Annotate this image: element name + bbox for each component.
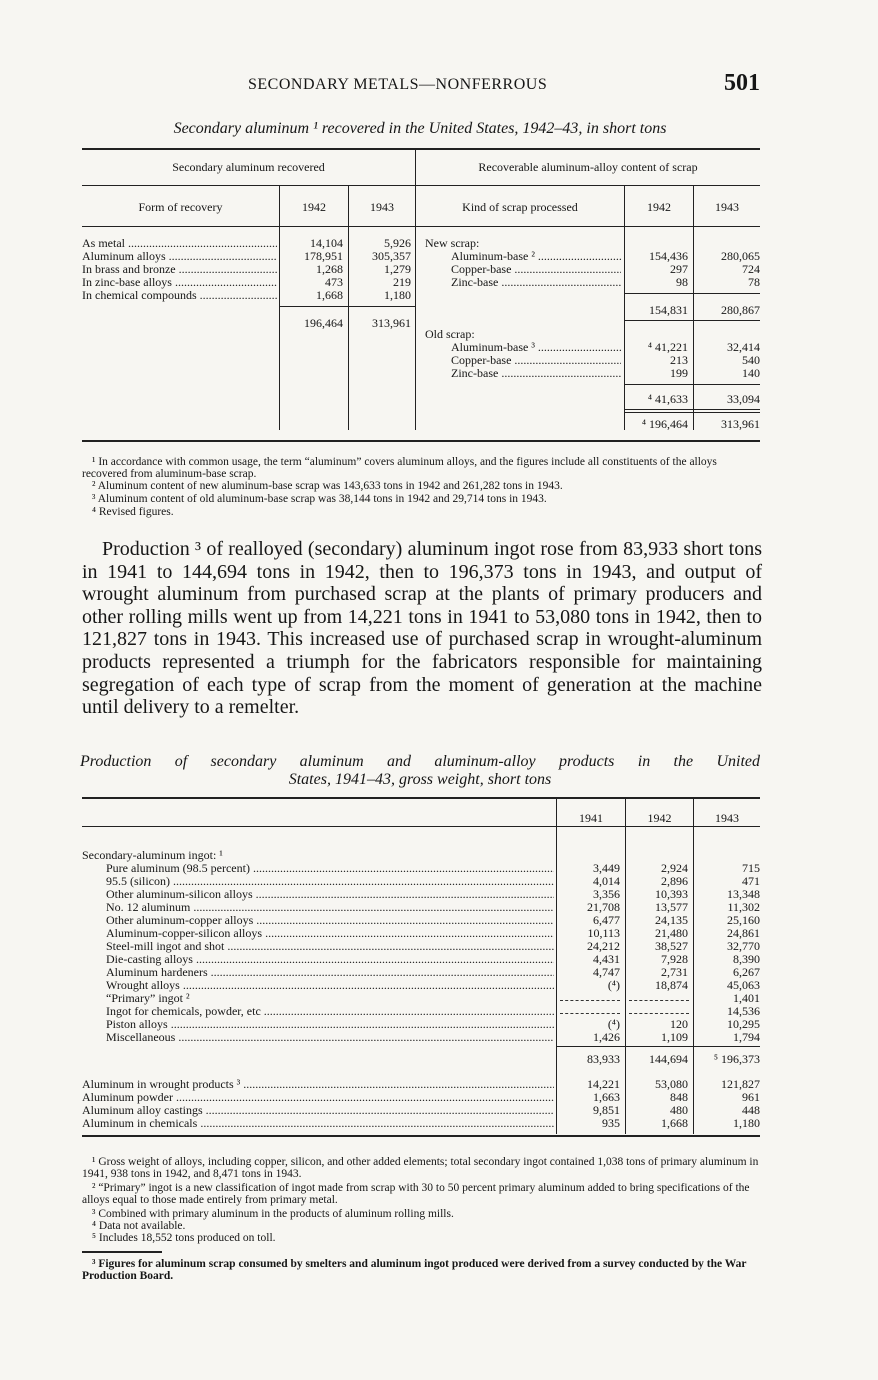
- table-row-label: Steel-mill ingot and shot .....: [106, 940, 554, 953]
- table-row-label: Aluminum powder .....: [82, 1091, 554, 1104]
- table-row-label: Other aluminum-silicon alloys .....: [106, 888, 554, 901]
- table-cell: 1,794: [733, 1030, 760, 1044]
- table-total-cell: 144,694: [649, 1052, 688, 1066]
- table-row-label: Aluminum alloy castings .....: [82, 1104, 554, 1117]
- table2-footnote: ¹ Gross weight of alloys, including copper, silicon, and other added elements; total secondary ingot contained 1,038 tons of primary aluminum in 1941, 938 tons in 1942, and 8,471 tons in 1943.: [82, 1156, 759, 1180]
- table-cell: 219: [393, 275, 411, 289]
- empty-cell-dash: [560, 1000, 620, 1002]
- table-cell: 178,951: [304, 249, 343, 263]
- table-row-label: Aluminum alloys .....: [82, 250, 277, 263]
- table-cell: 848: [670, 1090, 688, 1104]
- table-cell: 11,302: [727, 900, 760, 914]
- table-cell: 7,928: [661, 952, 688, 966]
- table-cell: 8,390: [733, 952, 760, 966]
- table-cell: 480: [670, 1103, 688, 1117]
- table1-footnote: ² Aluminum content of new aluminum-base scrap was 143,633 tons in 1942 and 261,282 tons in 1943.: [92, 480, 563, 492]
- table-row-label: Miscellaneous .....: [106, 1031, 554, 1044]
- table-subtotal-cell: ⁴ 41,633: [647, 392, 688, 406]
- table1-col-divider: [348, 185, 349, 430]
- table-cell: 213: [670, 353, 688, 367]
- table1-footnote: ⁴ Revised figures.: [92, 506, 174, 518]
- subtotal-rule: [624, 320, 760, 321]
- col-1941: 1941: [579, 811, 603, 825]
- table-cell: 4,431: [593, 952, 620, 966]
- table-row-label: 95.5 (silicon) .....: [106, 875, 554, 888]
- table-cell: 2,731: [661, 965, 688, 979]
- table1-right-group-header: Recoverable aluminum-alloy content of scrap: [478, 160, 698, 174]
- ingot-group-label: Secondary-aluminum ingot: ¹: [82, 848, 223, 862]
- table-cell: 199: [670, 366, 688, 380]
- table-cell: 1,668: [316, 288, 343, 302]
- subtotal-rule: [624, 384, 760, 385]
- table-cell: 25,160: [727, 913, 760, 927]
- table-row-label: Copper-base .....: [451, 263, 621, 276]
- table-cell: (⁴): [607, 1017, 620, 1031]
- table-grand-total-cell: 313,961: [721, 417, 760, 431]
- footnote-rule: [82, 1251, 162, 1253]
- table-total-cell: 83,933: [587, 1052, 620, 1066]
- body-paragraph: Production ³ of realloyed (secondary) aluminum ingot rose from 83,933 short tons in 1941 to 144,694 tons in 1942, then to 196,373 tons in 1943, and output of wrought aluminum from purchased scrap at the plants of primary producers and other rolling mills went up from 14,221 tons in 1941 to 53,080 tons in 1942, then to 121,827 tons in 1943. This increased use of purchased scrap in wrought-aluminum products represented a triumph for the fabricators responsible for maintaining segregation of each type of scrap from the moment of generation at the machine until delivery to a remelter.: [82, 538, 762, 719]
- table-cell: 1,279: [384, 262, 411, 276]
- table2-footnote: ² “Primary” ingot is a new classification of ingot made from scrap with 30 to 50 percent primary aluminum added to bring specifications of the alloys equal to those made entirely from primary metal.: [82, 1182, 750, 1206]
- table-cell: 78: [748, 275, 760, 289]
- table-row-label: Die-casting alloys .....: [106, 953, 554, 966]
- running-header: [80, 70, 760, 98]
- table1-center-divider: [415, 148, 416, 430]
- table-row-label: In zinc-base alloys .....: [82, 276, 277, 289]
- table-cell: 6,477: [593, 913, 620, 927]
- table-cell: 21,480: [655, 926, 688, 940]
- table-row-label: Aluminum hardeners .....: [106, 966, 554, 979]
- col-1943: 1943: [715, 200, 739, 214]
- table-cell: 32,770: [727, 939, 760, 953]
- table-row-label: Copper-base .....: [451, 354, 621, 367]
- table-cell: 53,080: [655, 1077, 688, 1091]
- table-cell: 471: [742, 874, 760, 888]
- table-cell: 961: [742, 1090, 760, 1104]
- table-cell: 2,896: [661, 874, 688, 888]
- table-cell: (⁴): [607, 978, 620, 992]
- table-row-label: Pure aluminum (98.5 percent) .....: [106, 862, 554, 875]
- table-total-cell: 313,961: [372, 316, 411, 330]
- total-rule: [556, 1046, 760, 1047]
- table-cell: 5,926: [384, 236, 411, 250]
- table2-top-rule: [82, 797, 760, 799]
- table-cell: 935: [602, 1116, 620, 1130]
- table1-header-rule: [82, 185, 760, 186]
- table-cell: 448: [742, 1103, 760, 1117]
- table1-footnote: ³ Aluminum content of old aluminum-base scrap was 38,144 tons in 1942 and 29,714 tons in 1943.: [92, 493, 547, 505]
- table-cell: 724: [742, 262, 760, 276]
- table1-left-group-header: Secondary aluminum recovered: [172, 160, 325, 174]
- table-cell: 154,436: [649, 249, 688, 263]
- table-cell: 1,663: [593, 1090, 620, 1104]
- col-1942: 1942: [302, 200, 326, 214]
- col-kind-of-scrap: Kind of scrap processed: [462, 200, 578, 214]
- empty-cell-dash: [629, 1013, 689, 1015]
- table-cell: 98: [676, 275, 688, 289]
- table-total-cell: 196,464: [304, 316, 343, 330]
- table-row-label: As metal .....: [82, 237, 277, 250]
- table-cell: 4,014: [593, 874, 620, 888]
- total-rule: [279, 306, 415, 307]
- table-cell: 14,221: [587, 1077, 620, 1091]
- table-row-label: Aluminum in chemicals .....: [82, 1117, 554, 1130]
- table-cell: 21,708: [587, 900, 620, 914]
- table-row-label: Wrought alloys .....: [106, 979, 554, 992]
- subtotal-rule: [624, 293, 760, 294]
- table-cell: 9,851: [593, 1103, 620, 1117]
- table-row-label: In chemical compounds .....: [82, 289, 277, 302]
- table-cell: 297: [670, 262, 688, 276]
- table2-footnote: ⁵ Includes 18,552 tons produced on toll.: [92, 1232, 276, 1244]
- table-cell: 2,924: [661, 861, 688, 875]
- table-row-label: “Primary” ingot ²: [106, 991, 190, 1005]
- table-cell: 140: [742, 366, 760, 380]
- col-1943: 1943: [715, 811, 739, 825]
- table-row-label: Ingot for chemicals, powder, etc .....: [106, 1005, 554, 1018]
- table-cell: 13,577: [655, 900, 688, 914]
- col-1942: 1942: [647, 200, 671, 214]
- table-cell: 540: [742, 353, 760, 367]
- table-cell: 6,267: [733, 965, 760, 979]
- table-cell: 45,063: [727, 978, 760, 992]
- table-subtotal-cell: 33,094: [727, 392, 760, 406]
- table-cell: 1,401: [733, 991, 760, 1005]
- col-form-of-recovery: Form of recovery: [138, 200, 223, 214]
- subtotal-rule: [624, 412, 760, 413]
- table-row-label: In brass and bronze .....: [82, 263, 277, 276]
- new-scrap-label: New scrap:: [425, 236, 480, 250]
- table-cell: 10,113: [587, 926, 620, 940]
- page-footnote: ³ Figures for aluminum scrap consumed by smelters and aluminum ingot produced were derived from a survey conducted by the War Production Board.: [82, 1258, 747, 1282]
- table-cell: 13,348: [727, 887, 760, 901]
- table-cell: 3,356: [593, 887, 620, 901]
- table-cell: 32,414: [727, 340, 760, 354]
- table-cell: 14,536: [727, 1004, 760, 1018]
- table1-footnote: ¹ In accordance with common usage, the term “aluminum” covers aluminum alloys, and the figures include all constituents of the alloys recovered from aluminum-base scrap.: [82, 456, 717, 480]
- table-total-cell: ⁵ 196,373: [713, 1052, 760, 1066]
- table-subtotal-cell: 154,831: [649, 303, 688, 317]
- table-cell: 1,668: [661, 1116, 688, 1130]
- table-row-label: Aluminum-copper-silicon alloys .....: [106, 927, 554, 940]
- subtotal-rule: [624, 409, 760, 410]
- table-cell: ⁴ 41,221: [647, 340, 688, 354]
- table1-top-rule: [82, 148, 760, 150]
- table2-footnote: ³ Combined with primary aluminum in the products of aluminum rolling mills.: [92, 1208, 454, 1220]
- table-row-label: Piston alloys .....: [106, 1018, 554, 1031]
- table-cell: 38,527: [655, 939, 688, 953]
- table-cell: 280,065: [721, 249, 760, 263]
- table1-body-rule: [82, 226, 760, 227]
- table1-bottom-rule: [82, 440, 760, 442]
- table-cell: 715: [742, 861, 760, 875]
- table-cell: 24,135: [655, 913, 688, 927]
- table-row-label: Zinc-base .....: [451, 367, 621, 380]
- table-cell: 1,180: [733, 1116, 760, 1130]
- table-row-label: Aluminum-base ² .....: [451, 250, 621, 263]
- table-row-label: Aluminum-base ³ .....: [451, 341, 621, 354]
- table-cell: 24,212: [587, 939, 620, 953]
- table1-caption: Secondary aluminum ¹ recovered in the United States, 1942–43, in short tons: [173, 120, 667, 137]
- running-title: SECONDARY METALS—NONFERROUS: [248, 76, 548, 93]
- col-1942: 1942: [647, 811, 672, 825]
- table-cell: 14,104: [310, 236, 343, 250]
- table-cell: 121,827: [721, 1077, 760, 1091]
- table-cell: 10,295: [727, 1017, 760, 1031]
- empty-cell-dash: [560, 1013, 620, 1015]
- table-row-label: Aluminum in wrought products ³ .....: [82, 1078, 554, 1091]
- table-cell: 1,109: [661, 1030, 688, 1044]
- table-cell: 24,861: [727, 926, 760, 940]
- table-row-label: Other aluminum-copper alloys .....: [106, 914, 554, 927]
- table-cell: 4,747: [593, 965, 620, 979]
- table2-footnote: ⁴ Data not available.: [92, 1220, 186, 1232]
- table-cell: 18,874: [655, 978, 688, 992]
- table-cell: 1,268: [316, 262, 343, 276]
- page-number: 501: [724, 70, 760, 96]
- table2-caption-line1: Production of secondary aluminum and aluminum-alloy products in the United: [80, 753, 760, 770]
- table2-header-rule: [82, 826, 760, 827]
- table-row-label: Zinc-base .....: [451, 276, 621, 289]
- table-cell: 120: [670, 1017, 688, 1031]
- table2-bottom-rule: [82, 1135, 760, 1137]
- table-subtotal-cell: 280,867: [721, 303, 760, 317]
- table-cell: 305,357: [372, 249, 411, 263]
- table-cell: 1,426: [593, 1030, 620, 1044]
- table-grand-total-cell: ⁴ 196,464: [641, 417, 688, 431]
- table-cell: 3,449: [593, 861, 620, 875]
- empty-cell-dash: [629, 1000, 689, 1002]
- col-1943: 1943: [370, 200, 394, 214]
- table1-col-divider: [279, 185, 280, 430]
- table-cell: 473: [325, 275, 343, 289]
- old-scrap-label: Old scrap:: [425, 327, 475, 341]
- table-row-label: No. 12 aluminum .....: [106, 901, 554, 914]
- table2-caption-line2: States, 1941–43, gross weight, short tons: [288, 771, 552, 788]
- table-cell: 10,393: [655, 887, 688, 901]
- table-cell: 1,180: [384, 288, 411, 302]
